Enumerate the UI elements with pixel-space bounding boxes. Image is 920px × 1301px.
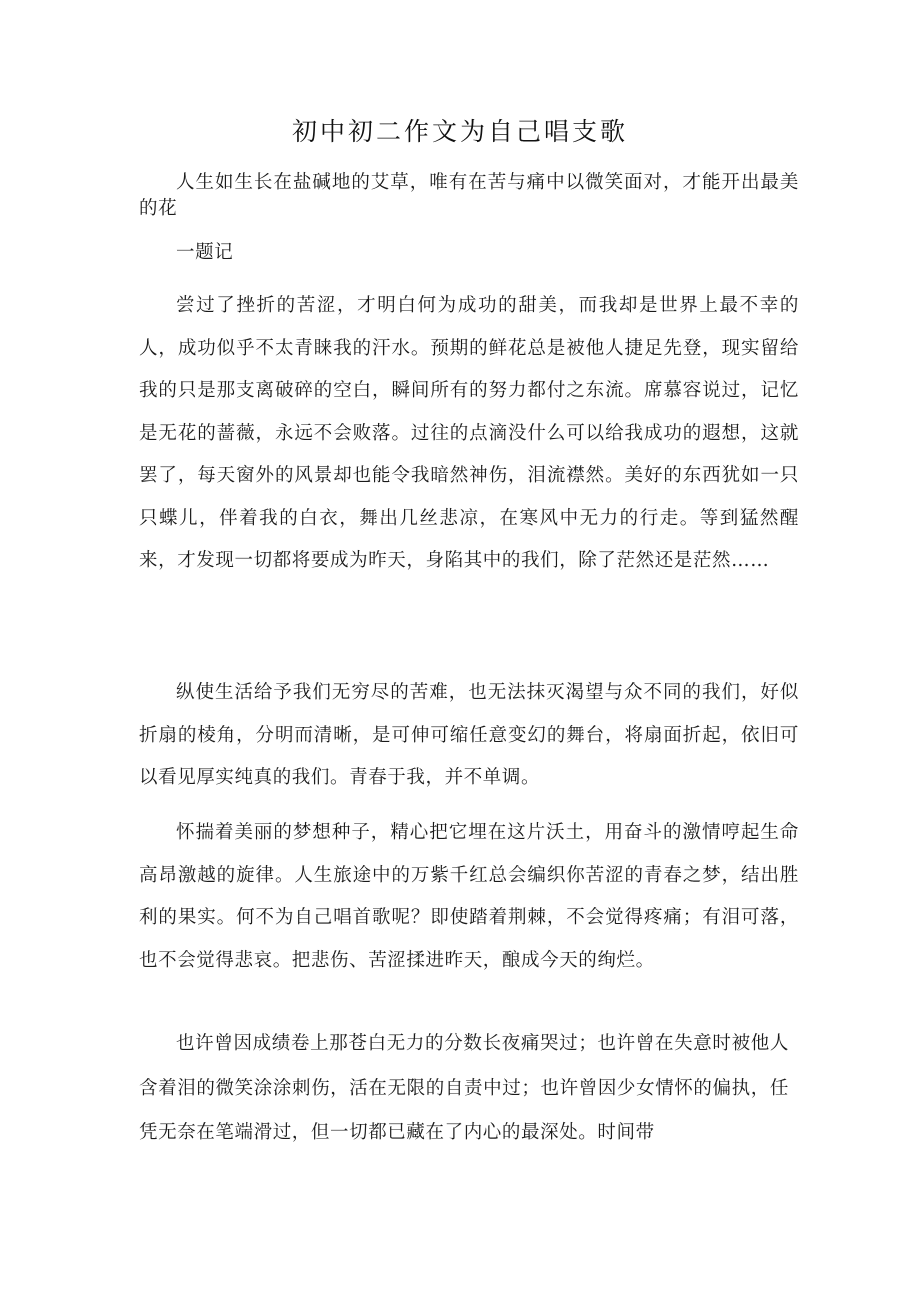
paragraph-2: 纵使生活给予我们无穷尽的苦难，也无法抹灭渴望与众不同的我们，好似折扇的棱角，分明而清晰，是可伸可缩任意变幻的舞台，将扇面折起，依旧可以看见厚实纯真的我们。青春于我，并不单调。	[139, 682, 799, 788]
epigraph-attribution: 一题记	[176, 242, 234, 263]
paragraph-3: 怀揣着美丽的梦想种子，精心把它埋在这片沃土，用奋斗的激情哼起生命高昂激越的旋律。人生旅途中的万紫千红总会编织你苦涩的青春之梦，结出胜利的果实。何不为自己唱首歌呢？即使踏着荆棘，不会觉得疼痛；有泪可落，也不会觉得悲哀。把悲伤、苦涩揉进昨天，酿成今天的绚烂。	[139, 822, 799, 971]
paragraph-4: 也许曾因成绩卷上那苍白无力的分数长夜痛哭过；也许曾在失意时被他人含着泪的微笑涂涂刺伤，活在无限的自责中过；也许曾因少女情怀的偏执，任凭无奈在笔端滑过，但一切都已藏在了内心的最深处。时间带	[139, 1033, 789, 1143]
paragraph-1: 尝过了挫折的苦涩，才明白何为成功的甜美，而我却是世界上最不幸的人，成功似乎不太青睐我的汗水。预期的鲜花总是被他人捷足先登，现实留给我的只是那支离破碎的空白，瞬间所有的努力都付之东流。席慕容说过，记忆是无花的蔷薇，永远不会败落。过往的点滴没什么可以给我成功的遐想，这就罢了，每天窗外的风景却也能令我暗然神伤，泪流襟然。美好的东西犹如一只只蝶儿，伴着我的白衣，舞出几丝悲凉，在寒风中无力的行走。等到猛然醒来，才发现一切都将要成为昨天，身陷其中的我们，除了茫然还是茫然……	[139, 295, 799, 571]
document-title: 初中初二作文为自己唱支歌	[291, 117, 628, 146]
epigraph: 人生如生长在盐碱地的艾草，唯有在苦与痛中以微笑面对，才能开出最美的花	[139, 172, 799, 219]
